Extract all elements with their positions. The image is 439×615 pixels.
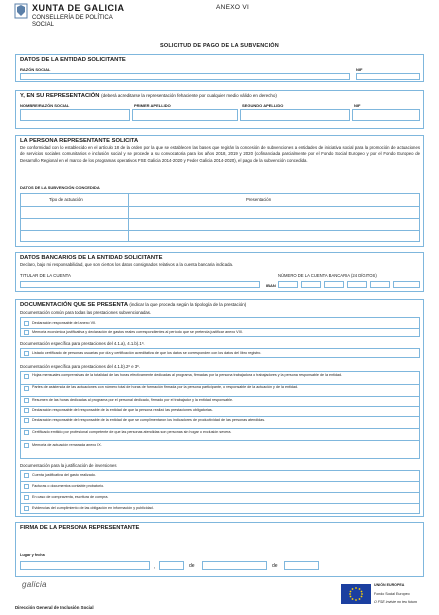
representacion-note: (deberá acreditarse la representación fehaciente por cualquier medio válido en derecho) [101, 93, 277, 98]
iban-label: IBAN [266, 283, 276, 288]
doc-item: Declaración responsable del responsable de la entidad de que se cumplimentaron los indicadores de productividad de las personas atendidas. [32, 418, 266, 422]
section-bancarios [15, 252, 424, 292]
group-especifica1-label: Documentación específica para prestaciones del 4.1.a), 4.1.b).1º. [20, 341, 145, 346]
doc-checkbox[interactable] [24, 398, 29, 403]
doc-item-line [21, 416, 420, 417]
entidad-nif-label: NIF [356, 67, 363, 72]
de-label-2: de [272, 563, 278, 569]
doc-item: Declaración responsable del responsable de la entidad de que la persona realizó las prestaciones obligatorias. [32, 408, 213, 412]
subvencion-table-caption: DATOS DE LA SUBVENCIÓN CONCEDIDA [20, 185, 100, 190]
logo-title: XUNTA DE GALICIA [32, 3, 125, 13]
rep-nif-field[interactable] [352, 109, 420, 121]
mes-field[interactable] [202, 561, 267, 570]
rep-segundo-apellido-field[interactable] [240, 109, 350, 121]
rep-segundo-apellido-label: SEGUNDO APELLIDO [242, 103, 284, 108]
solicita-text: De conformidad con lo establecido en el artículo 18 de la orden por la que se establecen las bases que regirán la concesión de subvenciones a entidades de iniciativa social para la promoción de actuaciones de servicios sociales comunitarios e inclusión social y se procede a su convocatoria para los años 2018, 2019 y 2020 (cofinanciada parcialmente por el Fondo Social Europeo y por el Fondo Europeo de Desarrollo Regional en el marco de los programas operativos FSE Galicia 2014-2020 y Feder Galicia 2014-2020), el pago de la subvención concedida. [20, 145, 420, 163]
logo-subtitle-line1: CONSELLERÍA DE POLÍTICA [32, 15, 113, 21]
rep-nombre-field[interactable] [20, 109, 130, 121]
iban-field-3[interactable] [324, 281, 344, 288]
doc-item-line [21, 503, 420, 504]
iban-field-4[interactable] [347, 281, 367, 288]
doc-item: Listado certificado de personas usuarias por día y certificación acreditativa de que los datos se corresponden con los datos del libro registro. [32, 351, 262, 355]
section-entidad [15, 54, 424, 82]
anexo-label: ANEXO VI [216, 4, 250, 11]
doc-checkbox[interactable] [24, 495, 29, 500]
rep-primer-apellido-label: PRIMER APELLIDO [134, 103, 171, 108]
group-comun-box [20, 317, 420, 337]
doc-checkbox[interactable] [24, 351, 29, 356]
section-bancarios-title: DATOS BANCARIOS DE LA ENTIDAD SOLICITANTE [20, 255, 163, 261]
doc-item: Partes de asistencia de las actuaciones con número total de horas de formación firmada por la persona participante, o responsable de la actuación y de la entidad. [32, 385, 299, 389]
doc-checkbox[interactable] [24, 506, 29, 511]
section-entidad-title: DATOS DE LA ENTIDAD SOLICITANTE [20, 57, 126, 63]
doc-item: En caso de compraventa, escritura de compra. [32, 495, 109, 499]
group-comun-label: Documentación común para todas las prestaciones subvencionadas. [20, 310, 152, 315]
representacion-title: Y, EN SU REPRESENTACIÓN [20, 93, 100, 99]
table-row-line [21, 206, 420, 207]
group-inversiones-box [20, 470, 420, 514]
eu-label-1: UNIÓN EUROPEA [374, 583, 405, 587]
eu-flag-icon [341, 584, 371, 604]
lugar-fecha-label: Lugar y fecha [20, 553, 45, 557]
doc-item: Resumen de las horas dedicadas al programa por el personal dedicado, firmado por el trabajador y la entidad responsable. [32, 398, 234, 402]
group-especifica2-label: Documentación específica para prestaciones del 4.1.b).2º e 3º. [20, 364, 140, 369]
razon-social-field[interactable] [20, 73, 350, 80]
doc-item-line [21, 396, 420, 397]
de-label-1: de [189, 563, 195, 569]
doc-checkbox[interactable] [24, 430, 29, 435]
rep-primer-apellido-field[interactable] [132, 109, 238, 121]
numero-cuenta-label: NÚMERO DE LA CUENTA BANCARIA (24 DÍGITOS) [278, 273, 377, 278]
section-documentacion-title [16, 300, 423, 308]
doc-checkbox[interactable] [24, 386, 29, 391]
dia-field[interactable] [159, 561, 184, 570]
doc-item-line [21, 428, 420, 429]
doc-item-line [21, 406, 420, 407]
col-tipo-actuacion: Tipo de actuación [49, 197, 83, 202]
section-firma-title: FIRMA DE LA PERSONA REPRESENTANTE [20, 525, 140, 531]
doc-item-line [21, 492, 420, 493]
anio-field[interactable] [284, 561, 319, 570]
section-documentacion [15, 299, 424, 517]
logo-subtitle-line2: SOCIAL [32, 22, 55, 28]
direccion-general: Dirección General de Inclusión Social [15, 605, 94, 610]
iban-field-5[interactable] [370, 281, 390, 288]
table-row-line [21, 230, 420, 231]
doc-item-line [21, 481, 420, 482]
section-representacion [15, 90, 424, 129]
documentacion-title: DOCUMENTACIÓN QUE SE PRESENTA [20, 302, 128, 308]
group-especifica1-box [20, 348, 420, 358]
galicia-logo: galicia [22, 580, 47, 589]
doc-checkbox[interactable] [24, 321, 29, 326]
section-solicita [15, 135, 424, 247]
doc-checkbox[interactable] [24, 473, 29, 478]
doc-item: Memoria económica justificativa y declaración de gastos reales correspondientes al período que se pretenda justificar anexo VIII. [32, 330, 243, 334]
section-solicita-title: LA PERSONA REPRESENTANTE SOLICITA [20, 138, 139, 144]
section-representacion-title [16, 91, 423, 99]
doc-item: Facturas o documentos contable probatorio. [32, 484, 105, 488]
rep-nombre-label: NOMBRE/RAZÓN SOCIAL [20, 103, 70, 108]
comma-label: , [154, 564, 156, 570]
iban-field-1[interactable] [278, 281, 298, 288]
doc-item: Memoria de actuación remarada anexo IX. [32, 443, 102, 447]
eu-stars-icon [341, 584, 371, 604]
iban-field-2[interactable] [301, 281, 321, 288]
doc-item: Certificado emitido por profesional competente de que las personas atendidas son personas sin hogar o exclusión severa. [32, 430, 232, 434]
eu-label-3: O FSE inviste no teu futuro [374, 600, 418, 604]
lugar-field[interactable] [20, 561, 150, 570]
doc-item-line [21, 328, 420, 329]
page-header [0, 0, 439, 40]
doc-item-line [21, 440, 420, 441]
documentacion-note: (indicar la que proceda según la tipología de la prestación) [129, 302, 247, 307]
table-row-line [21, 218, 420, 219]
bancarios-text: Declaro, bajo mi responsabilidad, que son ciertos los datos consignados relativos a la cuenta bancaria indicada. [20, 262, 234, 267]
doc-checkbox[interactable] [24, 374, 29, 379]
doc-checkbox[interactable] [24, 408, 29, 413]
iban-field-6[interactable] [393, 281, 420, 288]
entidad-nif-field[interactable] [356, 73, 420, 80]
rep-nif-label: NIF [354, 103, 361, 108]
doc-item: Cuenta justificativa del gasto realizado. [32, 473, 96, 477]
subvencion-table [20, 193, 420, 242]
group-especifica2-box [20, 371, 420, 459]
group-inversiones-label: Documentación para la justificación de inversiones [20, 463, 117, 468]
document-title: SOLICITUD DE PAGO DE LA SUBVENCIÓN [160, 43, 279, 49]
section-firma [15, 522, 424, 577]
doc-checkbox[interactable] [24, 443, 29, 448]
doc-checkbox[interactable] [24, 484, 29, 489]
doc-checkbox[interactable] [24, 418, 29, 423]
eu-label-2: Fondo Social Europeo [374, 592, 410, 596]
doc-item: Evidencias del cumplimiento de las obligación en información y publicidad. [32, 506, 154, 510]
doc-checkbox[interactable] [24, 330, 29, 335]
doc-item: Hojas mensuales comprensivas de la totalidad de las horas efectivamente dedicadas al programa, firmadas por la persona trabajadora o trabajadores y la persona responsable de la entidad. [32, 373, 343, 377]
doc-item: Declaración responsable del anexo VII. [32, 321, 97, 325]
logo-subtitle [32, 15, 152, 29]
razon-social-label: RAZÓN SOCIAL [20, 67, 51, 72]
col-presentacion: Presentación [246, 197, 272, 202]
titular-label: TITULAR DE LA CUENTA [20, 273, 71, 278]
titular-field[interactable] [20, 281, 260, 288]
xunta-shield-icon [14, 3, 28, 19]
